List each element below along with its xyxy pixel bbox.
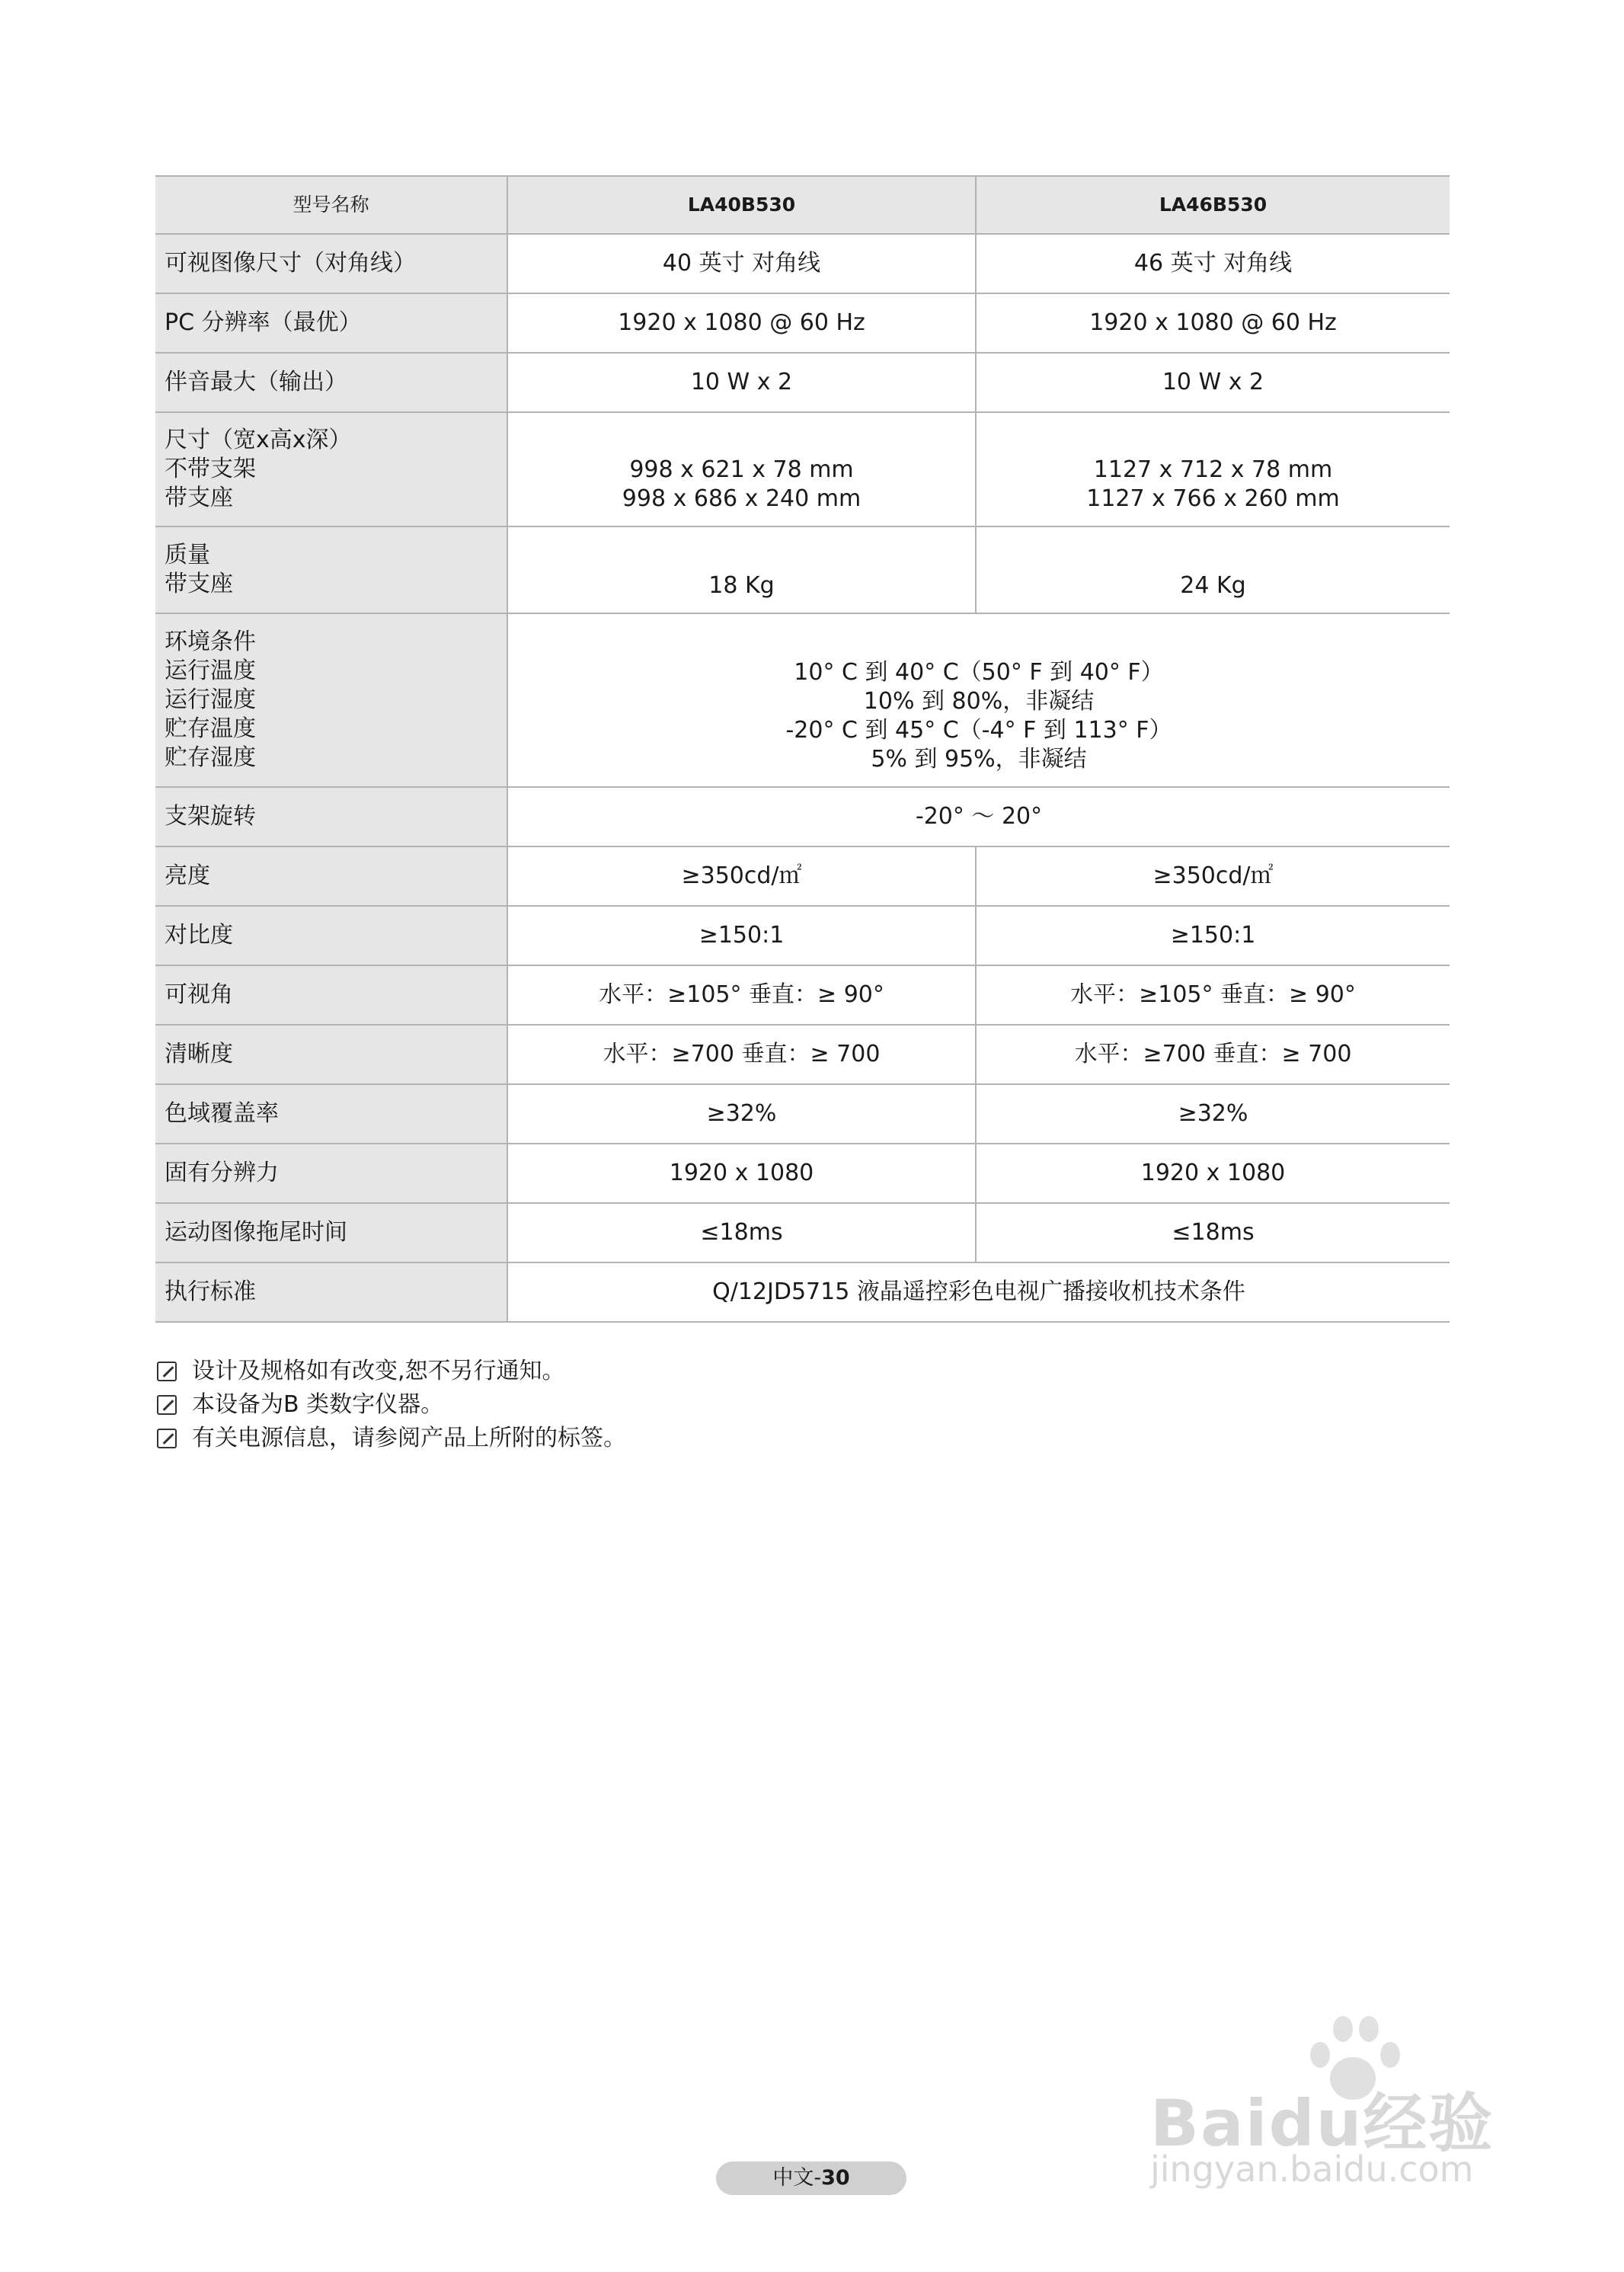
- value-a: [507, 412, 976, 526]
- value-shared: Q/12JD5715 液晶遥控彩色电视广播接收机技术条件: [507, 1262, 1450, 1322]
- value-b: ≥32%: [976, 1084, 1450, 1144]
- value-b: ≤18ms: [976, 1203, 1450, 1262]
- row-standard: [155, 1262, 1450, 1322]
- row-label: 色域覆盖率: [155, 1084, 507, 1144]
- row-weight: [155, 526, 1450, 613]
- label-line: 运行湿度: [165, 686, 256, 713]
- row-label: [155, 526, 507, 613]
- row-environment: [155, 613, 1450, 787]
- note-text: 本设备为B 类数字仪器。: [192, 1391, 444, 1418]
- value-b: 水平：≥105° 垂直：≥ 90°: [976, 965, 1450, 1025]
- note-icon: [157, 1429, 177, 1448]
- page-number: 30: [821, 2166, 850, 2190]
- value-b: 24 Kg: [976, 526, 1450, 613]
- value-a: ≥350cd/㎡: [507, 846, 976, 906]
- value-shared: [507, 613, 1450, 787]
- value-a: 1920 x 1080 @ 60 Hz: [507, 293, 976, 353]
- value-a: 18 Kg: [507, 526, 976, 613]
- header-model-b: LA46B530: [976, 176, 1450, 234]
- label-line: 带支座: [165, 485, 233, 511]
- value-b: 1920 x 1080 @ 60 Hz: [976, 293, 1450, 353]
- row-label: 固有分辨力: [155, 1144, 507, 1203]
- row-label: [155, 412, 507, 526]
- row-swivel: [155, 787, 1450, 846]
- value-b: 10 W x 2: [976, 353, 1450, 412]
- value-b: 1920 x 1080: [976, 1144, 1450, 1203]
- row-contrast: [155, 906, 1450, 965]
- row-label: 对比度: [155, 906, 507, 965]
- row-label: 清晰度: [155, 1025, 507, 1084]
- value-a: 40 英寸 对角线: [507, 234, 976, 293]
- value-b: [976, 412, 1450, 526]
- value-a: ≤18ms: [507, 1203, 976, 1262]
- baidu-watermark: [1135, 2011, 1531, 2194]
- row-brightness: [155, 846, 1450, 906]
- note-icon: [157, 1395, 177, 1415]
- value-line: -20° C 到 45° C（-4° F 到 113° F）: [785, 717, 1172, 744]
- row-motion-blur: [155, 1203, 1450, 1262]
- label-line: 环境条件: [165, 629, 256, 655]
- row-viewing-angle: [155, 965, 1450, 1025]
- value-a: 10 W x 2: [507, 353, 976, 412]
- row-native-resolution: [155, 1144, 1450, 1203]
- value-shared: -20° ～ 20°: [507, 787, 1450, 846]
- label-line: 贮存温度: [165, 715, 256, 742]
- value-a: ≥150:1: [507, 906, 976, 965]
- label-line: 尺寸（宽x高x深）: [165, 427, 352, 453]
- value-b: ≥150:1: [976, 906, 1450, 965]
- label-line: 贮存湿度: [165, 744, 256, 771]
- value-a: 1920 x 1080: [507, 1144, 976, 1203]
- note-text: 有关电源信息，请参阅产品上所附的标签。: [192, 1425, 626, 1451]
- value-line: 998 x 686 x 240 mm: [622, 485, 862, 512]
- value-b: 46 英寸 对角线: [976, 234, 1450, 293]
- row-label: 可视角: [155, 965, 507, 1025]
- note-item: [157, 1422, 626, 1455]
- notes-list: [157, 1355, 626, 1455]
- row-label: 亮度: [155, 846, 507, 906]
- row-screen-size: [155, 234, 1450, 293]
- row-dimensions: [155, 412, 1450, 526]
- row-label: 支架旋转: [155, 787, 507, 846]
- value-line: 998 x 621 x 78 mm: [629, 456, 854, 483]
- row-audio-output: [155, 353, 1450, 412]
- label-line: 运行温度: [165, 658, 256, 684]
- label-line: 带支座: [165, 571, 233, 597]
- label-line: 质量: [165, 542, 210, 568]
- row-label: 执行标准: [155, 1262, 507, 1322]
- value-b: 水平：≥700 垂直：≥ 700: [976, 1025, 1450, 1084]
- value-a: 水平：≥105° 垂直：≥ 90°: [507, 965, 976, 1025]
- value-b: ≥350cd/㎡: [976, 846, 1450, 906]
- value-line: 10% 到 80%，非凝结: [863, 688, 1095, 715]
- value-line: 1127 x 766 x 260 mm: [1086, 485, 1340, 512]
- page-number-badge: [716, 2162, 906, 2195]
- row-label: [155, 613, 507, 787]
- value-line: 5% 到 95%，非凝结: [871, 746, 1087, 773]
- note-text: 设计及规格如有改变,恕不另行通知。: [192, 1358, 565, 1384]
- label-line: 不带支架: [165, 456, 256, 482]
- watermark-brand: Baidu经验: [1150, 2086, 1495, 2161]
- row-label: 可视图像尺寸（对角线）: [155, 234, 507, 293]
- row-label: PC 分辨率（最优）: [155, 293, 507, 353]
- row-label: 伴音最大（输出）: [155, 353, 507, 412]
- row-color-gamut: [155, 1084, 1450, 1144]
- note-icon: [157, 1362, 177, 1381]
- row-label: 运动图像拖尾时间: [155, 1203, 507, 1262]
- note-item: [157, 1355, 626, 1388]
- header-row: [155, 176, 1450, 234]
- spec-table: [155, 175, 1450, 1323]
- page-language: 中文-: [772, 2166, 822, 2190]
- value-line: 10° C 到 40° C（50° F 到 40° F）: [794, 659, 1164, 686]
- value-line: 1127 x 712 x 78 mm: [1093, 456, 1333, 483]
- value-a: ≥32%: [507, 1084, 976, 1144]
- watermark-url: jingyan.baidu.com: [1150, 2149, 1474, 2190]
- row-sharpness: [155, 1025, 1450, 1084]
- note-item: [157, 1388, 626, 1422]
- header-model-a: LA40B530: [507, 176, 976, 234]
- header-model-label: 型号名称: [155, 176, 507, 234]
- value-a: 水平：≥700 垂直：≥ 700: [507, 1025, 976, 1084]
- row-pc-resolution: [155, 293, 1450, 353]
